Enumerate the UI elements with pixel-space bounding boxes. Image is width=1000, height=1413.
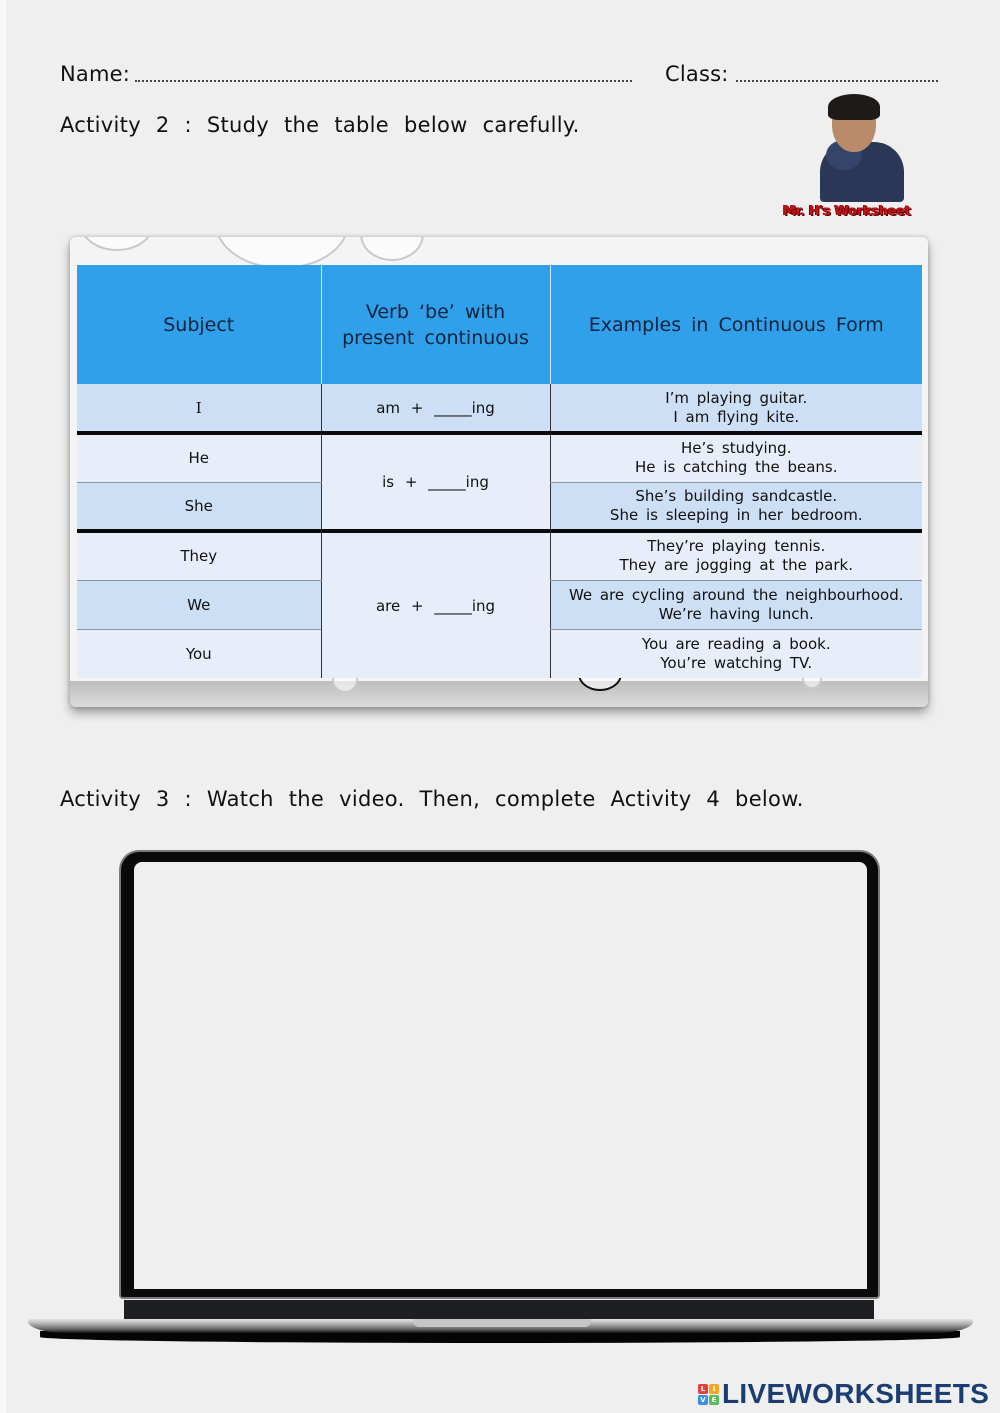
example-cell [550, 580, 922, 629]
class-label: Class: [665, 62, 729, 86]
subject-cell: She [77, 482, 321, 531]
example-cell [550, 531, 922, 580]
laptop-chin [124, 1300, 874, 1320]
formula-cell: are + _____ing [321, 531, 550, 678]
subject-cell: They [77, 531, 321, 580]
example-line: They’re playing tennis. [647, 537, 826, 556]
liveworksheets-logo-text: LIVEWORKSHEETS [722, 1378, 990, 1409]
subject-cell: You [77, 629, 321, 678]
example-line: She is sleeping in her bedroom. [609, 505, 863, 524]
subject-cell: He [77, 433, 321, 482]
liveworksheets-logo[interactable] [698, 1378, 989, 1410]
example-line: You are reading a book. [641, 634, 831, 653]
example-line: She’s building sandcastle. [635, 486, 838, 505]
example-line: He’s studying. [681, 439, 792, 458]
author-caption: Mr. H's Worksheet [783, 204, 911, 219]
activity-3-instruction: Activity 3 : Watch the video. Then, complete Activity 4 below. [60, 787, 804, 811]
activity-2-instruction: Activity 2 : Study the table below carefully. [60, 113, 580, 137]
example-line: They are jogging at the park. [619, 556, 853, 575]
table-row [77, 531, 922, 580]
grammar-table [77, 265, 922, 678]
table-row [77, 433, 922, 482]
example-line: You’re watching TV. [660, 653, 813, 672]
subject-cell: I [77, 384, 321, 433]
example-line: We are cycling around the neighbourhood. [568, 585, 904, 604]
example-cell [550, 629, 922, 678]
author-photo-icon [818, 94, 908, 202]
formula-cell: am + _____ing [321, 384, 550, 433]
example-line: I am flying kite. [673, 407, 800, 426]
video-player[interactable] [134, 862, 867, 1289]
subject-cell: We [77, 580, 321, 629]
example-cell [550, 482, 922, 531]
example-cell [550, 433, 922, 482]
table-row [77, 384, 922, 433]
header-verb-be: Verb ‘be’ with present continuous [321, 265, 550, 384]
name-label: Name: [60, 62, 131, 86]
laptop-notch [413, 1319, 591, 1327]
example-line: I’m playing guitar. [665, 388, 808, 407]
example-cell [550, 384, 922, 433]
liveworksheets-logo-icon: L I V E [698, 1384, 719, 1405]
class-field[interactable] [736, 80, 938, 82]
page-edge [0, 0, 6, 1413]
header-examples: Examples in Continuous Form [550, 265, 922, 384]
header-subject: Subject [77, 265, 321, 384]
formula-cell: is + _____ing [321, 433, 550, 531]
example-line: He is catching the beans. [635, 458, 838, 477]
name-field[interactable] [135, 80, 632, 82]
example-line: We’re having lunch. [658, 604, 814, 623]
